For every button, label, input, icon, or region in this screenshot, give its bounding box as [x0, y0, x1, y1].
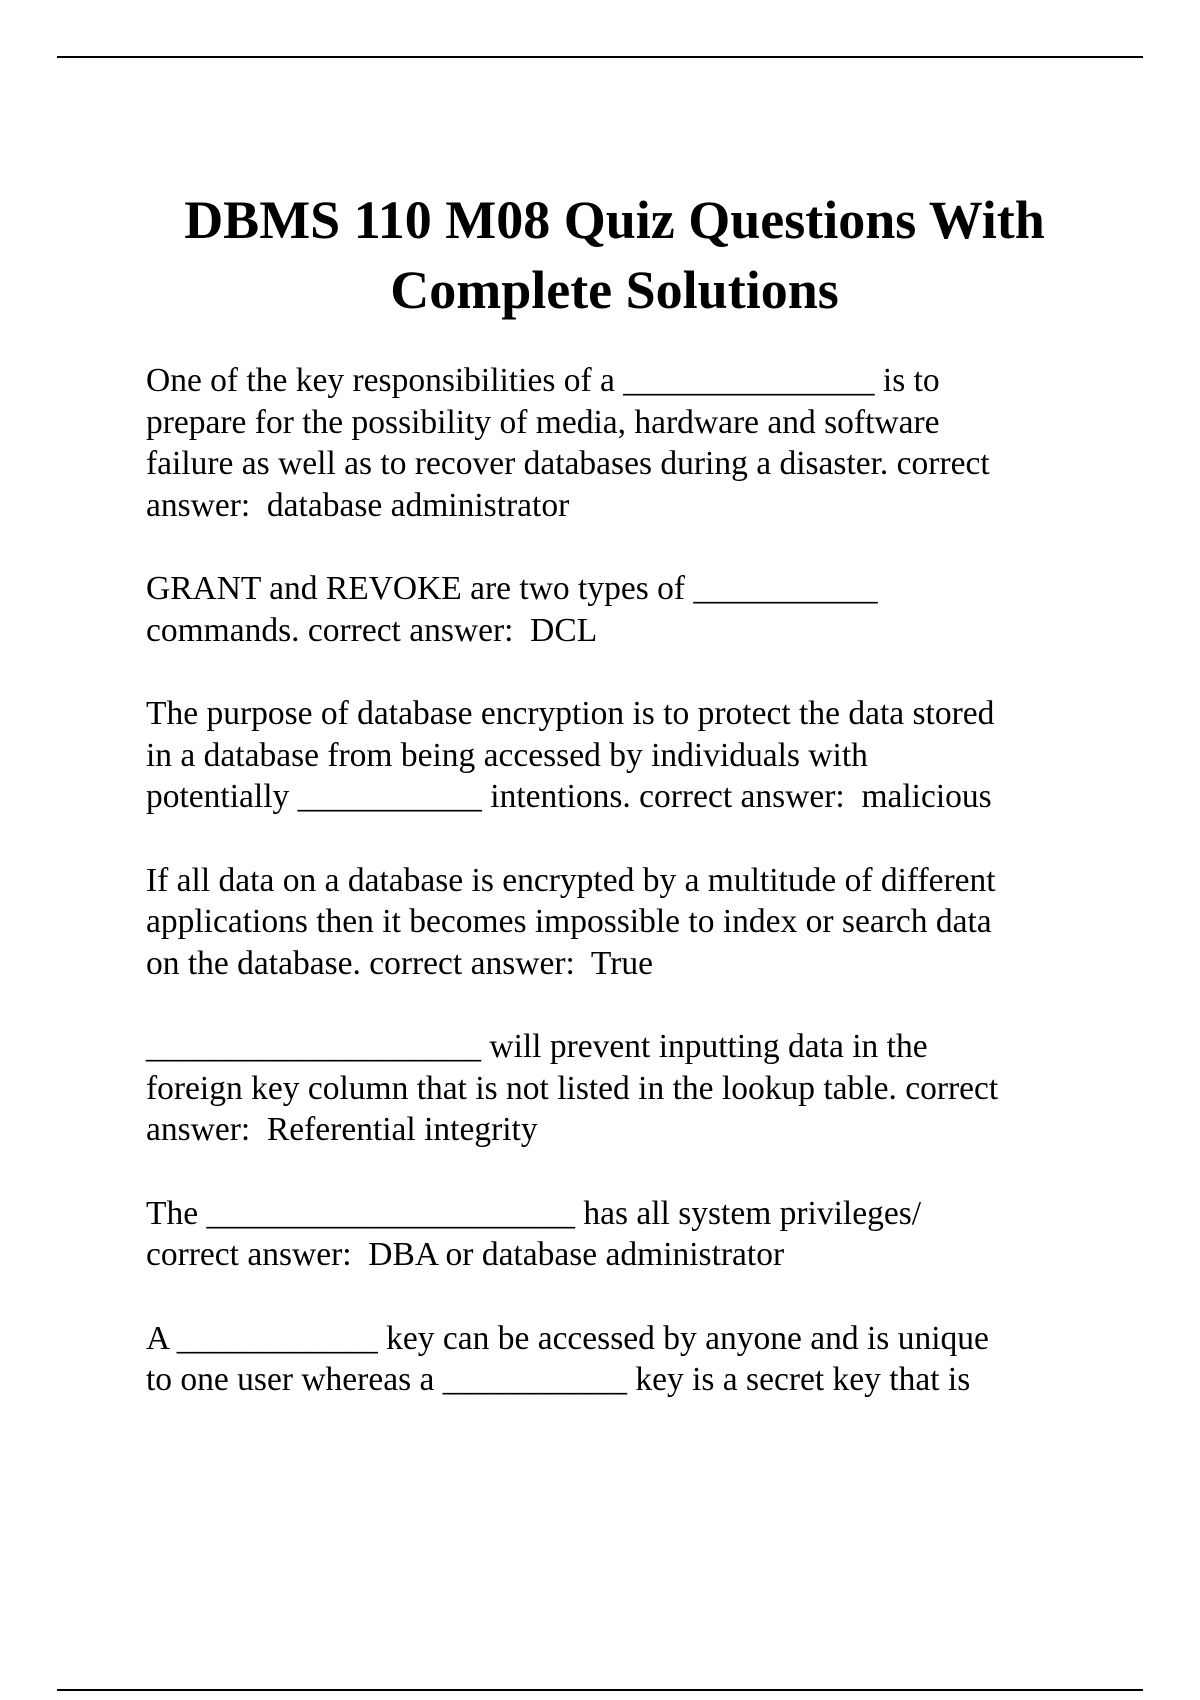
header-rule — [57, 56, 1143, 58]
question-7-line-2: to one user whereas a ___________ key is a secret key that is — [146, 1361, 971, 1398]
question-6 — [146, 1193, 1081, 1276]
page-title-line-1: DBMS 110 M08 Quiz Questions With — [184, 190, 1045, 250]
question-5-line-2: foreign key column that is not listed in the lookup table. correct — [146, 1069, 999, 1107]
question-3 — [146, 693, 1081, 818]
page-title-line-2: Complete Solutions — [390, 260, 839, 320]
question-1-line-4: answer: database administrator — [146, 486, 570, 524]
question-5-line-3: answer: Referential integrity — [146, 1111, 538, 1148]
question-6-line-2: correct answer: DBA or database administrator — [146, 1236, 785, 1273]
question-4-line-2: applications then it becomes impossible to index or search data — [146, 903, 992, 940]
question-1 — [146, 360, 1081, 526]
question-3-line-1: The purpose of database encryption is to protect the data stored — [146, 695, 995, 732]
question-4-line-1: If all data on a database is encrypted by a multitude of different — [146, 861, 996, 899]
question-3-line-3: potentially ___________ intentions. correct answer: malicious — [146, 778, 992, 815]
question-2-line-2: commands. correct answer: DCL — [146, 611, 598, 649]
question-4 — [146, 860, 1081, 985]
question-5-line-1: ____________________ will prevent inputting data in the — [146, 1028, 928, 1065]
question-6-line-1: The ______________________ has all system privileges/ — [146, 1194, 922, 1232]
question-3-line-2: in a database from being accessed by individuals with — [146, 736, 868, 774]
question-4-line-3: on the database. correct answer: True — [146, 944, 653, 982]
question-7 — [146, 1318, 1081, 1401]
question-1-line-2: prepare for the possibility of media, hardware and software — [146, 403, 940, 441]
question-1-line-1: One of the key responsibilities of a _______________ is to — [146, 362, 940, 399]
question-2 — [146, 568, 1081, 651]
questions-list — [146, 360, 1081, 1443]
question-2-line-1: GRANT and REVOKE are two types of ___________ — [146, 570, 878, 607]
question-5 — [146, 1026, 1081, 1151]
page-title — [57, 185, 1172, 325]
question-7-line-1: A ____________ key can be accessed by anyone and is unique — [146, 1319, 989, 1357]
footer-rule — [57, 1689, 1143, 1691]
question-1-line-3: failure as well as to recover databases during a disaster. correct — [146, 445, 990, 482]
